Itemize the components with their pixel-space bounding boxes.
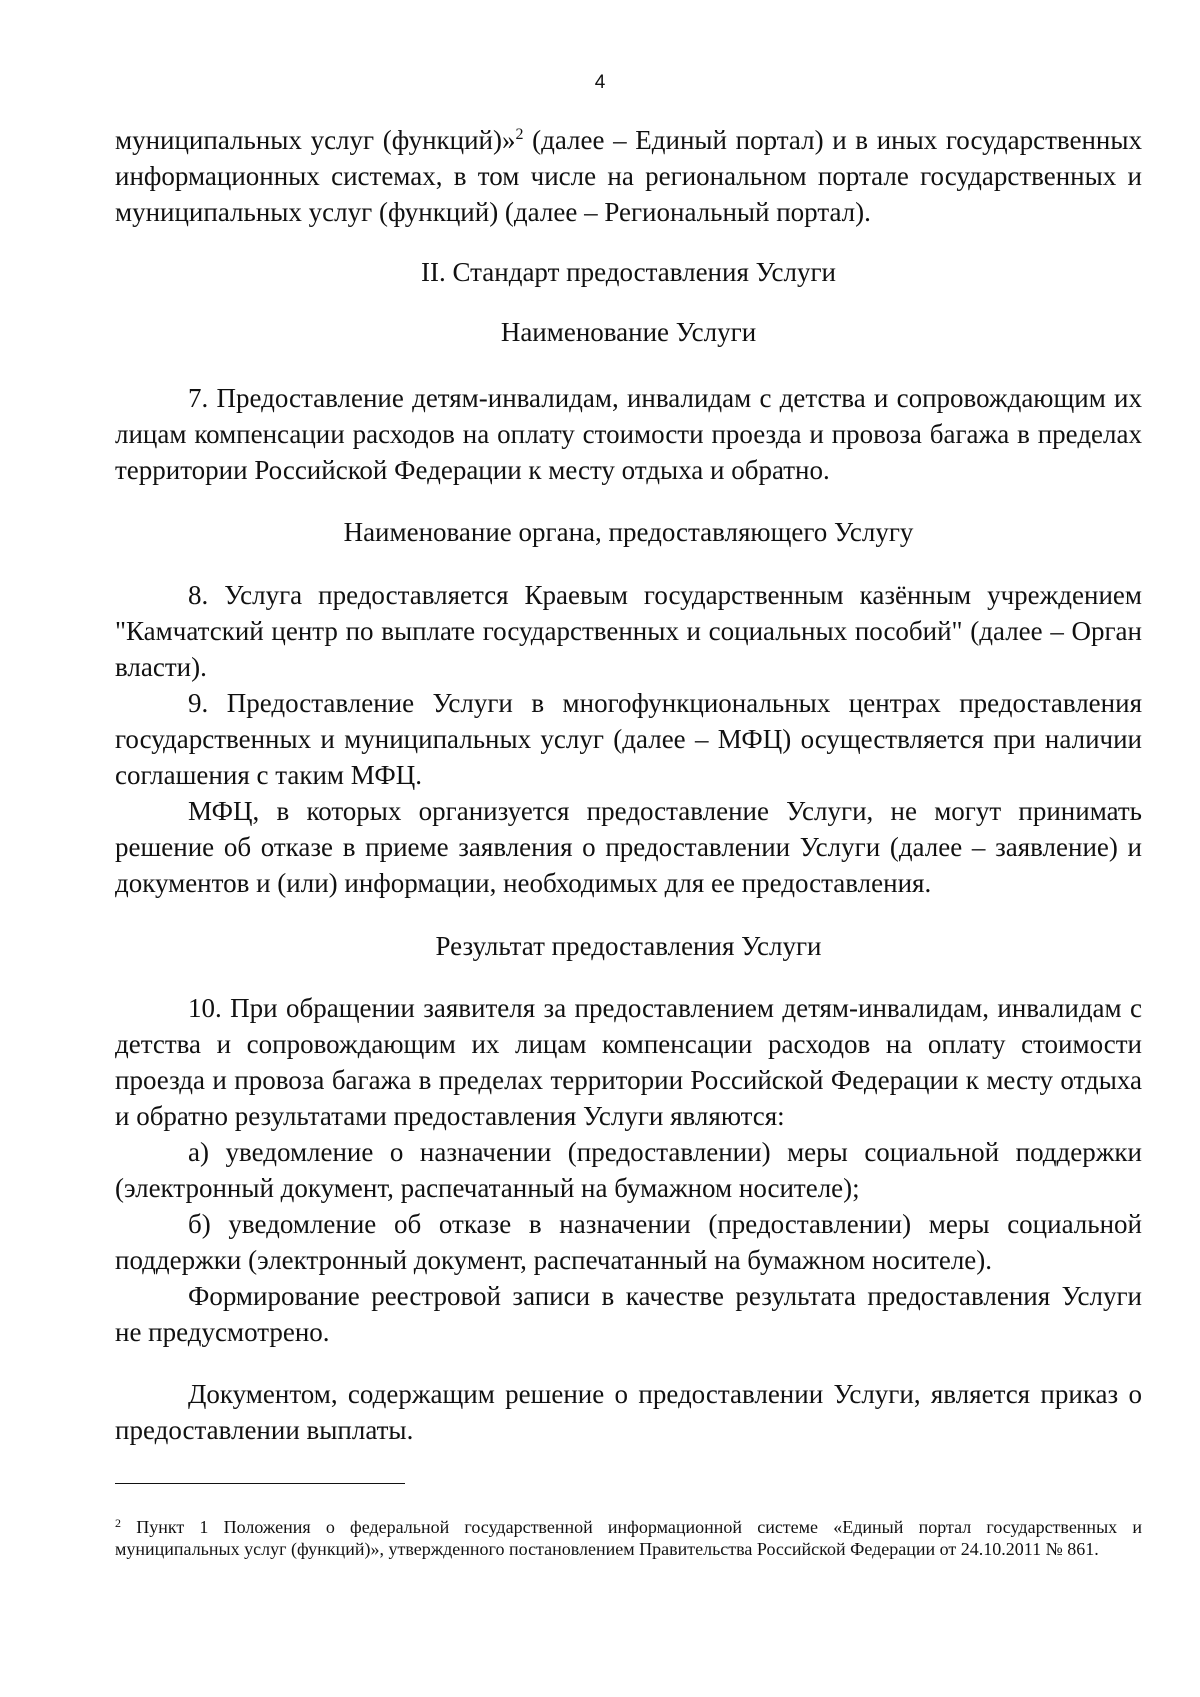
paragraph-10-b: б) уведомление об отказе в назначении (предоставлении) меры социальной поддержки (электронный документ, распечатанный на бумажном носителе). xyxy=(115,1209,1142,1275)
footnote-text: Пункт 1 Положения о федеральной государственной информационной системе «Единый портал государственных и муниципальных услуг (функций)», утвержденного постановлением Правительства Российской Федерации от 24.10.2011 № 861. xyxy=(115,1517,1142,1559)
footnote-divider xyxy=(115,1483,405,1484)
paragraph-9-mfc: МФЦ, в которых организуется предоставление Услуги, не могут принимать решение об отказе в приеме заявления о предоставлении Услуги (далее – заявление) и документов и (или) информации, необходимых для ее предоставления. xyxy=(115,796,1142,898)
paragraph-text: (далее – Единый портал) и в иных государственных информационных системах, в том числе на региональном портале государственных и муниципальных услуг (функций) (далее – Региональный портал). xyxy=(115,125,1142,227)
paragraph-7: 7. Предоставление детям-инвалидам, инвалидам с детства и сопровождающим их лицам компенсации расходов на оплату стоимости проезда и провоза багажа в пределах территории Российской Федерации к месту отдыха и обратно. xyxy=(115,383,1142,485)
subheading-organ: Наименование органа, предоставляющего Услугу xyxy=(343,517,914,547)
paragraph-text: муниципальных услуг (функций)» xyxy=(115,125,516,155)
paragraph-registry: Формирование реестровой записи в качестве результата предоставления Услуги не предусмотрено. xyxy=(115,1281,1142,1347)
footnote-marker: 2 xyxy=(115,1516,121,1530)
subheading-service-name: Наименование Услуги xyxy=(500,317,757,347)
paragraph-8: 8. Услуга предоставляется Краевым государственным казённым учреждением "Камчатский центр по выплате государственных и социальных пособий" (далее – Орган власти). xyxy=(115,580,1142,682)
paragraph-9: 9. Предоставление Услуги в многофункциональных центрах предоставления государственных и муниципальных услуг (далее – МФЦ) осуществляется при наличии соглашения с таким МФЦ. xyxy=(115,688,1142,790)
paragraph-10: 10. При обращении заявителя за предоставлением детям-инвалидам, инвалидам с детства и сопровождающим их лицам компенсации расходов на оплату стоимости проезда и провоза багажа в пределах территории Российской Федерации к месту отдыха и обратно результатами предоставления Услуги являются: xyxy=(115,993,1142,1131)
document-body xyxy=(115,122,1142,1448)
page-number: 4 xyxy=(594,72,606,93)
footnote xyxy=(115,1516,1142,1560)
subheading-result: Результат предоставления Услуги xyxy=(435,931,822,961)
paragraph-continuation xyxy=(115,122,1142,230)
paragraph-order: Документом, содержащим решение о предоставлении Услуги, является приказ о предоставлении выплаты. xyxy=(115,1379,1142,1445)
paragraph-10-a: а) уведомление о назначении (предоставлении) меры социальной поддержки (электронный документ, распечатанный на бумажном носителе); xyxy=(115,1137,1142,1203)
footnote-reference[interactable]: 2 xyxy=(515,126,524,143)
section-heading: II. Стандарт предоставления Услуги xyxy=(421,257,836,287)
